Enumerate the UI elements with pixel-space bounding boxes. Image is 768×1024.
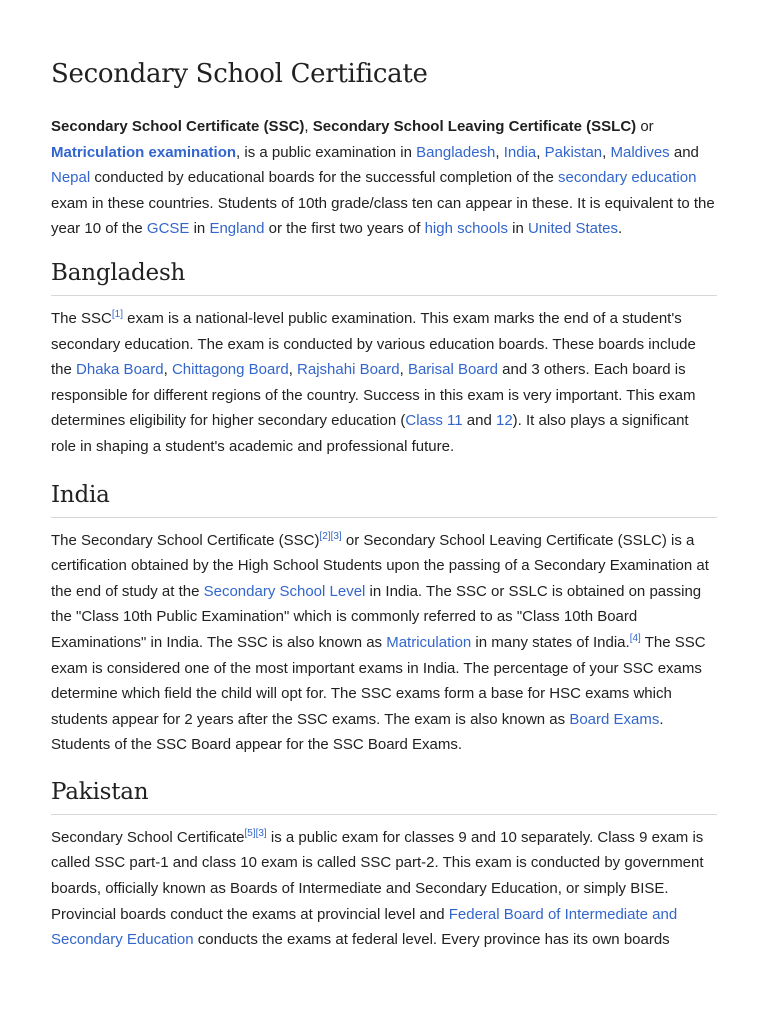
text: . Students of the SSC Board appear for the SSC Board Exams. xyxy=(51,710,664,754)
pakistan-paragraph xyxy=(51,825,717,953)
link-matriculation-examination[interactable]: Matriculation examination xyxy=(51,143,237,161)
link-united-states[interactable]: United States xyxy=(527,220,619,238)
text: , xyxy=(304,118,313,135)
link-board-exams[interactable]: Board Exams xyxy=(569,710,660,728)
text: , xyxy=(399,361,408,379)
link-nepal[interactable]: Nepal xyxy=(51,169,91,187)
link-high-schools[interactable]: high schools xyxy=(424,220,508,238)
link-rajshahi-board[interactable]: Rajshahi Board xyxy=(297,361,400,379)
bold-term-ssc: Secondary School Certificate (SSC) xyxy=(51,118,305,135)
text: , xyxy=(602,143,611,161)
link-gcse[interactable]: GCSE xyxy=(146,220,190,238)
reference-3[interactable]: [3] xyxy=(330,530,342,542)
text: Secondary School Certificate xyxy=(51,828,245,846)
text: exam in these countries. Students of 10th grade/class ten can appear in these. It is equivalent to the year 10 of the xyxy=(51,194,715,238)
text: and xyxy=(669,143,699,161)
text: , xyxy=(495,143,504,161)
link-bangladesh[interactable]: Bangladesh xyxy=(416,143,496,161)
text: in xyxy=(189,220,210,238)
link-maldives[interactable]: Maldives xyxy=(610,143,670,161)
text: , xyxy=(163,361,172,379)
text: The SSC xyxy=(51,309,112,327)
link-pakistan[interactable]: Pakistan xyxy=(544,143,603,161)
reference-5[interactable]: [5] xyxy=(244,827,256,839)
text: , xyxy=(536,143,545,161)
reference-2[interactable]: [2] xyxy=(319,530,331,542)
text: , xyxy=(288,361,298,379)
link-matriculation[interactable]: Matriculation xyxy=(386,633,472,651)
section-heading-india: India xyxy=(51,480,717,518)
reference-4[interactable]: [4] xyxy=(629,632,641,644)
link-secondary-education[interactable]: secondary education xyxy=(558,169,697,187)
text: ). It also plays a significant role in shaping a student's academic and professional future. xyxy=(51,412,689,455)
text: exam is a national-level public examination. This exam marks the end of a student's secondary education. The exam is conducted by various education boards. These boards include the xyxy=(51,309,696,379)
section-heading-bangladesh: Bangladesh xyxy=(51,258,717,296)
link-chittagong-board[interactable]: Chittagong Board xyxy=(171,361,289,379)
text: or xyxy=(636,118,654,135)
link-india[interactable]: India xyxy=(503,143,537,161)
intro-paragraph xyxy=(51,114,717,242)
bold-term-sslc: Secondary School Leaving Certificate (SSLC) xyxy=(312,118,637,135)
text: . xyxy=(618,220,623,238)
text: or the first two years of xyxy=(264,220,425,238)
link-class-11[interactable]: Class 11 xyxy=(405,412,463,430)
text: in India. The SSC or SSLC is obtained on passing the "Class 10th Public Examination" which is commonly referred to as "Class 10th Board Examinations" in India. The SSC is also known as xyxy=(51,582,702,651)
text: conducts the exams at federal level. Every province has its own boards xyxy=(193,931,670,949)
link-secondary-school-level[interactable]: Secondary School Level xyxy=(203,582,366,600)
link-12[interactable]: 12 xyxy=(495,412,513,430)
text: in many states of India. xyxy=(471,633,630,651)
text: conducted by educational boards for the successful completion of the xyxy=(90,169,558,187)
text: The SSC exam is considered one of the most important exams in India. The percentage of your SSC exams determine which field the child will opt for. The SSC exams form a base for HSC exams which students appear for 2 years after the SSC exams. The exam is also known as xyxy=(51,633,706,728)
bangladesh-paragraph xyxy=(51,306,717,460)
text: The Secondary School Certificate (SSC) xyxy=(51,531,320,549)
link-federal-board[interactable]: Federal Board of Intermediate and Secondary Education xyxy=(51,905,678,949)
text: , is a public examination in xyxy=(236,143,417,161)
text: and xyxy=(462,412,496,430)
text: is a public exam for classes 9 and 10 separately. Class 9 exam is called SSC part-1 and class 10 exam is called SSC part-2. This exam is conducted by government boards, officially known as Boards of Intermediate and Secondary Education, or simply BISE. Provincial boards conduct the exams at provincial level and xyxy=(51,828,704,923)
text: or Secondary School Leaving Certificate (SSLC) is a certification obtained by the High School Students upon the passing of a Secondary Examination at the end of study at the xyxy=(51,531,709,600)
link-england[interactable]: England xyxy=(209,220,265,238)
page-title: Secondary School Certificate xyxy=(51,59,428,89)
link-barisal-board[interactable]: Barisal Board xyxy=(407,361,498,379)
india-paragraph xyxy=(51,528,717,758)
section-heading-pakistan: Pakistan xyxy=(51,777,717,815)
reference-3[interactable]: [3] xyxy=(255,827,267,839)
link-dhaka-board[interactable]: Dhaka Board xyxy=(76,361,164,379)
reference-1[interactable]: [1] xyxy=(111,308,123,320)
text: and 3 others. Each board is responsible for different regions of the country. Success in this exam is very important. This exam determines eligibility for higher secondary education ( xyxy=(51,361,696,430)
text: in xyxy=(507,220,528,238)
